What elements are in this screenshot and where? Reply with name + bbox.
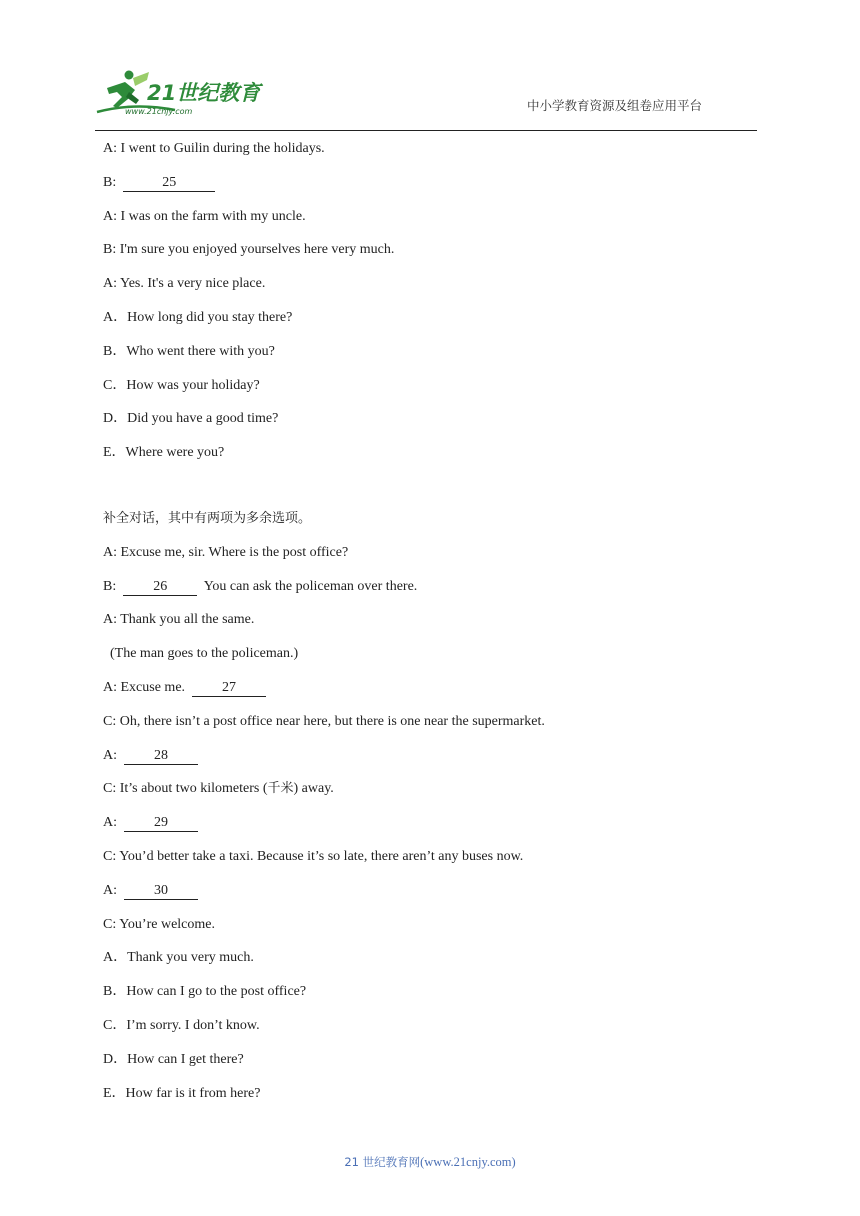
speaker-label: A: — [103, 815, 117, 831]
worksheet-content — [103, 140, 763, 1118]
option-item: B．How can I go to the post office? — [103, 984, 307, 1000]
dialogue-text: You can ask the policeman over there. — [203, 578, 418, 594]
dialogue-blank-30 — [103, 882, 763, 900]
option-item: E．Where were you? — [103, 445, 225, 461]
dialogue-line — [103, 780, 763, 798]
chinese-gloss: 千米 — [267, 781, 294, 797]
option-item: C．I’m sorry. I don’t know. — [103, 1017, 260, 1033]
option-item: D．Did you have a good time? — [103, 411, 279, 427]
option-item: C．How was your holiday? — [103, 377, 260, 393]
dialogue-line: B: I'm sure you enjoyed yourselves here very much. — [103, 242, 395, 258]
speaker-label: A: Excuse me. — [103, 679, 186, 695]
answer-blank[interactable]: 25 — [123, 175, 215, 192]
answer-blank[interactable]: 28 — [124, 748, 198, 765]
logo-text: 21世纪教育 — [147, 81, 261, 105]
dialogue-blank-26 — [103, 578, 763, 596]
stage-direction: (The man goes to the policeman.) — [110, 646, 299, 662]
dialogue-blank-25 — [103, 174, 763, 192]
option-item: E．How far is it from here? — [103, 1085, 261, 1101]
answer-blank[interactable]: 26 — [123, 579, 197, 596]
dialogue-line: C: Oh, there isn’t a post office near here, but there is one near the supermarket. — [103, 713, 545, 729]
dialogue-text: ) away. — [293, 781, 334, 797]
answer-blank[interactable]: 29 — [124, 815, 198, 832]
dialogue-line: C: You’d better take a taxi. Because it’s so late, there aren’t any buses now. — [103, 848, 524, 864]
logo-url: www.21cnjy.com — [125, 107, 193, 116]
dialogue-line: A: Yes. It's a very nice place. — [103, 276, 266, 292]
dialogue-line: A: Excuse me, sir. Where is the post office? — [103, 544, 349, 560]
option-item: A．How long did you stay there? — [103, 309, 293, 325]
answer-blank[interactable]: 27 — [192, 680, 266, 697]
dialogue-line: C: You’re welcome. — [103, 916, 215, 932]
footer-site-name: 21 世纪教育网 — [344, 1155, 421, 1169]
section-instruction: 补全对话，其中有两项为多余选项。 — [103, 510, 312, 526]
dialogue-blank-29 — [103, 814, 763, 832]
dialogue-blank-27 — [103, 679, 763, 697]
platform-name: 中小学教育资源及组卷应用平台 — [526, 98, 702, 113]
option-item: B．Who went there with you? — [103, 343, 275, 359]
dialogue-line: A: I was on the farm with my uncle. — [103, 208, 306, 224]
option-item: D．How can I get there? — [103, 1051, 244, 1067]
speaker-label: B: — [103, 578, 117, 594]
dialogue-line: A: I went to Guilin during the holidays. — [103, 141, 325, 156]
logo — [95, 66, 265, 118]
page-header — [95, 66, 757, 131]
option-item: A．Thank you very much. — [103, 950, 254, 966]
speaker-label: A: — [103, 882, 117, 898]
dialogue-blank-28 — [103, 747, 763, 765]
dialogue-line: A: Thank you all the same. — [103, 612, 255, 628]
speaker-label: B: — [103, 174, 117, 190]
page-footer — [0, 1154, 860, 1170]
answer-blank[interactable]: 30 — [124, 883, 198, 900]
footer-site-url[interactable]: (www.21cnjy.com) — [420, 1155, 516, 1169]
dialogue-text: C: It’s about two kilometers ( — [103, 781, 268, 797]
speaker-label: A: — [103, 747, 117, 763]
